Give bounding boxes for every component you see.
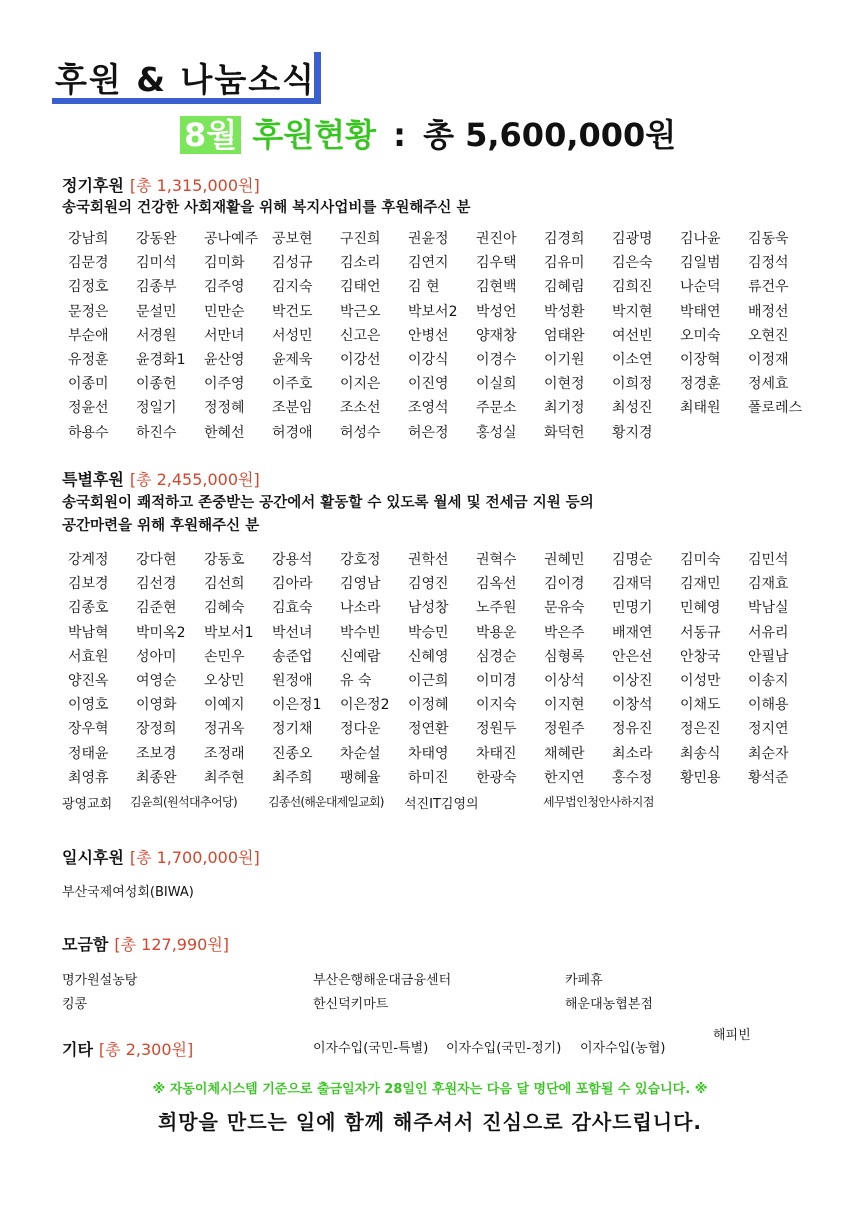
special-section-title <box>62 467 260 490</box>
special-donor-name: 김재효 <box>748 576 789 593</box>
regular-donor-name: 김현백 <box>476 279 517 296</box>
special-donor-name: 이영화 <box>136 697 177 714</box>
special-donor-name: 차순설 <box>340 745 381 762</box>
special-donor-name: 정태윤 <box>68 745 109 762</box>
regular-donor-name: 오현진 <box>748 327 789 344</box>
special-donor-name: 장정희 <box>136 721 177 738</box>
regular-donor-name: 김나윤 <box>680 231 721 247</box>
special-donor-name: 김혜숙 <box>204 600 245 617</box>
regular-donor-name: 문정은 <box>68 303 109 320</box>
special-donor-name: 심경순 <box>476 648 517 665</box>
special-donor-name: 김선경 <box>136 576 177 593</box>
regular-donor-name: 최성진 <box>612 400 653 417</box>
special-donor-name: 박보서1 <box>204 624 254 641</box>
regular-donor-name: 김희진 <box>612 279 653 296</box>
regular-donor-name: 하용수 <box>68 424 109 441</box>
special-donor-name: 노주원 <box>476 600 517 617</box>
special-donor-name: 김종호 <box>68 600 109 617</box>
regular-donor-name: 이지은 <box>340 376 381 393</box>
regular-donor-name: 정정혜 <box>204 400 245 417</box>
regular-donor-name: 김문경 <box>68 255 109 272</box>
fundraising-section-title <box>62 932 229 955</box>
regular-title: 정기후원 <box>62 176 124 195</box>
regular-donor-name: 박지현 <box>612 303 653 320</box>
special-donor-name: 차태진 <box>476 745 517 762</box>
regular-donor-name: 나순덕 <box>680 279 721 296</box>
regular-donor-name: 한혜선 <box>204 424 245 441</box>
special-donor-name: 이창석 <box>612 697 653 714</box>
regular-donor-name: 화덕헌 <box>544 424 585 441</box>
regular-donor-name: 김일범 <box>680 255 721 272</box>
regular-donor-name: 박건도 <box>272 303 313 320</box>
regular-donor-name: 권윤정 <box>408 231 449 247</box>
special-org-2: 김윤희(원석대추어당) <box>130 795 238 809</box>
regular-donor-name: 최기정 <box>544 400 585 417</box>
special-donor-name: 배재연 <box>612 624 653 641</box>
special-donor-name: 김재덕 <box>612 576 653 593</box>
regular-donor-name: 이소연 <box>612 351 653 368</box>
regular-donor-name: 여선빈 <box>612 327 653 344</box>
special-donor-name: 박수빈 <box>340 624 381 641</box>
special-donor-name: 이해용 <box>748 697 789 714</box>
fundraising-place-4: 킹콩 <box>62 997 88 1012</box>
other-item-3: 이자수입(농협) <box>580 1041 666 1056</box>
regular-donor-name: 문설민 <box>136 303 177 320</box>
regular-donor-name: 이경수 <box>476 351 517 368</box>
regular-donor-name: 이기원 <box>544 351 585 368</box>
special-donor-name: 이상진 <box>612 672 653 689</box>
regular-donor-name: 김종부 <box>136 279 177 296</box>
regular-donor-name: 윤제욱 <box>272 351 313 368</box>
special-donor-name: 송준업 <box>272 648 313 665</box>
special-donor-name: 권학선 <box>408 552 449 568</box>
special-donor-name: 이은정2 <box>340 697 390 714</box>
special-donor-name: 심형록 <box>544 648 585 665</box>
other-amount: [총 2,300원] <box>98 1040 194 1059</box>
special-donor-name: 최송식 <box>680 745 721 762</box>
regular-donor-name: 강남희 <box>68 231 109 247</box>
special-donor-name: 김재민 <box>680 576 721 593</box>
temporary-title: 일시후원 <box>62 848 124 867</box>
regular-donor-name: 주문소 <box>476 400 517 417</box>
special-donor-name: 홍수정 <box>612 769 653 786</box>
special-donor-name: 황민용 <box>680 769 721 786</box>
special-donor-name: 김영남 <box>340 576 381 593</box>
special-donor-name: 정은진 <box>680 721 721 738</box>
special-amount: [총 2,455,000원] <box>129 470 260 489</box>
special-donor-name: 조보경 <box>136 745 177 762</box>
regular-donor-name: 김경희 <box>544 231 585 247</box>
special-donor-name: 장우혁 <box>68 721 109 738</box>
special-donor-name: 이송지 <box>748 672 789 689</box>
regular-donor-name: 정윤선 <box>68 400 109 417</box>
special-donor-name: 박남혁 <box>68 624 109 641</box>
other-title: 기타 <box>62 1040 93 1059</box>
special-donor-name: 이성만 <box>680 672 721 689</box>
special-donor-name: 강동호 <box>204 552 245 568</box>
special-donor-name: 최주희 <box>272 769 313 786</box>
special-donor-name: 박승민 <box>408 624 449 641</box>
special-donor-name: 김선희 <box>204 576 245 593</box>
special-donor-name: 하미진 <box>408 769 449 786</box>
special-donor-name: 박은주 <box>544 624 585 641</box>
special-donor-name: 정귀옥 <box>204 721 245 738</box>
auto-transfer-notice: ※ 자동이체시스템 기준으로 출금일자가 28일인 후원자는 다음 달 명단에 포함될 수 있습니다. ※ <box>152 1082 708 1097</box>
regular-donor-name: 허성수 <box>340 424 381 441</box>
special-donor-name: 나소라 <box>340 600 381 617</box>
special-description-2: 공간마련을 위해 후원해주신 분 <box>62 518 260 534</box>
fundraising-place-3: 카페휴 <box>565 973 603 988</box>
special-donor-name: 권혜민 <box>544 552 585 568</box>
fundraising-place-2: 부산은행해운대금융센터 <box>313 973 452 988</box>
special-donor-name: 정원두 <box>476 721 517 738</box>
special-donor-name: 김민석 <box>748 552 789 568</box>
special-donor-name: 최종완 <box>136 769 177 786</box>
regular-donor-name: 홍성실 <box>476 424 517 441</box>
special-donor-name: 김명순 <box>612 552 653 568</box>
regular-donor-name: 김미석 <box>136 255 177 272</box>
temporary-section-title <box>62 845 260 868</box>
special-donor-name: 한지연 <box>544 769 585 786</box>
special-donor-name: 한광숙 <box>476 769 517 786</box>
special-donor-name: 원정애 <box>272 672 313 689</box>
regular-donor-name: 김은숙 <box>612 255 653 272</box>
other-item-1: 이자수입(국민-특별) <box>313 1041 429 1056</box>
regular-donor-name: 김지숙 <box>272 279 313 296</box>
special-donor-name: 정유진 <box>612 721 653 738</box>
special-org-3: 김종선(해운대제일교회) <box>268 795 384 809</box>
special-donor-name: 최순자 <box>748 745 789 762</box>
special-donor-name: 신예람 <box>340 648 381 665</box>
special-description-1: 송국회원이 쾌적하고 존중받는 공간에서 활동할 수 있도록 월세 및 전세금 지원 등의 <box>62 495 594 511</box>
regular-donor-name: 김유미 <box>544 255 585 272</box>
regular-donor-name: 유정훈 <box>68 351 109 368</box>
regular-donor-name: 안병선 <box>408 327 449 344</box>
special-donor-name: 김옥선 <box>476 576 517 593</box>
donation-headline <box>180 110 676 156</box>
special-donor-name: 이근희 <box>408 672 449 689</box>
special-donor-name: 이지숙 <box>476 697 517 714</box>
special-donor-name: 서효원 <box>68 648 109 665</box>
special-donor-name: 최소라 <box>612 745 653 762</box>
special-donor-name: 이정혜 <box>408 697 449 714</box>
regular-description: 송국회원의 건강한 사회재활을 위해 복지사업비를 후원해주신 분 <box>62 200 471 216</box>
fundraising-title: 모금함 <box>62 935 109 954</box>
special-donor-name: 최주현 <box>204 769 245 786</box>
special-org-1: 광영교회 <box>62 797 113 812</box>
regular-donor-name: 김주영 <box>204 279 245 296</box>
regular-donor-name: 조영석 <box>408 400 449 417</box>
special-donor-list <box>68 549 816 791</box>
regular-amount: [총 1,315,000원] <box>129 176 260 195</box>
special-donor-name: 서유리 <box>748 624 789 641</box>
regular-donor-name: 정일기 <box>136 400 177 417</box>
special-donor-name: 김미숙 <box>680 552 721 568</box>
regular-donor-name: 김우택 <box>476 255 517 272</box>
regular-donor-name: 김정석 <box>748 255 789 272</box>
regular-donor-name: 이희정 <box>612 376 653 393</box>
regular-donor-name: 이현정 <box>544 376 585 393</box>
other-extra: 해피빈 <box>713 1028 751 1043</box>
regular-donor-name: 윤경화1 <box>136 351 186 368</box>
fundraising-place-5: 한신덕키마트 <box>313 997 389 1012</box>
special-donor-name: 서동규 <box>680 624 721 641</box>
regular-donor-name: 이진영 <box>408 376 449 393</box>
regular-donor-name: 박보서2 <box>408 303 458 320</box>
regular-donor-name: 엄태완 <box>544 327 585 344</box>
special-donor-name: 오상민 <box>204 672 245 689</box>
special-donor-name: 김이경 <box>544 576 585 593</box>
regular-donor-name: 허은정 <box>408 424 449 441</box>
special-donor-name: 조정래 <box>204 745 245 762</box>
other-item-2: 이자수입(국민-정기) <box>446 1041 562 1056</box>
headline-month: 8월 <box>180 116 241 154</box>
regular-donor-name: 조분임 <box>272 400 313 417</box>
special-donor-name: 민혜영 <box>680 600 721 617</box>
regular-donor-name: 이장혁 <box>680 351 721 368</box>
special-donor-name: 신혜영 <box>408 648 449 665</box>
regular-donor-name: 양재창 <box>476 327 517 344</box>
headline-label: 후원현황 <box>252 116 376 154</box>
regular-donor-name: 박성언 <box>476 303 517 320</box>
fundraising-place-6: 해운대농협본점 <box>565 997 653 1012</box>
regular-donor-name: 정경훈 <box>680 376 721 393</box>
regular-donor-name: 김광명 <box>612 231 653 247</box>
regular-donor-name: 박근오 <box>340 303 381 320</box>
regular-donor-name: 서만녀 <box>204 327 245 344</box>
regular-donor-name: 공보현 <box>272 231 313 247</box>
regular-donor-name: 조소선 <box>340 400 381 417</box>
regular-donor-name: 최태원 <box>680 400 721 417</box>
special-donor-name: 최영휴 <box>68 769 109 786</box>
regular-donor-name: 서성민 <box>272 327 313 344</box>
special-donor-name: 이영호 <box>68 697 109 714</box>
special-donor-name: 유 숙 <box>340 672 372 689</box>
regular-donor-name: 구진희 <box>340 231 381 247</box>
fundraising-place-1: 명가원설농탕 <box>62 973 138 988</box>
regular-donor-name: 민만순 <box>204 303 245 320</box>
special-donor-name: 양진옥 <box>68 672 109 689</box>
regular-donor-name: 김성규 <box>272 255 313 272</box>
special-donor-name: 안은선 <box>612 648 653 665</box>
regular-donor-name: 강동완 <box>136 231 177 247</box>
special-donor-name: 정기채 <box>272 721 313 738</box>
regular-donor-name: 이종미 <box>68 376 109 393</box>
special-donor-name: 정원주 <box>544 721 585 738</box>
special-org-5: 세무법인청안사하지점 <box>543 795 654 809</box>
regular-donor-name: 폴로레스 <box>748 400 803 417</box>
special-donor-name: 정다운 <box>340 721 381 738</box>
special-donor-name: 김준현 <box>136 600 177 617</box>
regular-donor-name: 이주호 <box>272 376 313 393</box>
temporary-donor: 부산국제여성회(BIWA) <box>62 885 194 900</box>
special-donor-name: 정연환 <box>408 721 449 738</box>
regular-donor-name: 김정호 <box>68 279 109 296</box>
special-donor-name: 남성창 <box>408 600 449 617</box>
page-title: 후원 & 나눔소식 <box>55 60 317 99</box>
regular-donor-name: 김 현 <box>408 279 440 296</box>
regular-donor-name: 정세효 <box>748 376 789 393</box>
headline-total: 총 5,600,000원 <box>423 116 677 154</box>
special-donor-name: 이예지 <box>204 697 245 714</box>
special-donor-name: 팽혜율 <box>340 769 381 786</box>
regular-donor-name: 부순애 <box>68 327 109 344</box>
regular-donor-list <box>68 228 816 446</box>
special-donor-name: 박미옥2 <box>136 624 186 641</box>
special-donor-name: 강계정 <box>68 552 109 568</box>
special-donor-name: 진종오 <box>272 745 313 762</box>
special-donor-name: 안창국 <box>680 648 721 665</box>
special-donor-name: 박남실 <box>748 600 789 617</box>
special-donor-name: 이상석 <box>544 672 585 689</box>
closing-message: 희망을 만드는 일에 함께 해주셔서 진심으로 감사드립니다. <box>157 1110 703 1134</box>
special-donor-name: 황석준 <box>748 769 789 786</box>
regular-donor-name: 이실희 <box>476 376 517 393</box>
regular-donor-name: 김미화 <box>204 255 245 272</box>
special-title: 특별후원 <box>62 470 124 489</box>
special-org-4: 석진IT김영의 <box>404 797 479 812</box>
regular-donor-name: 김동욱 <box>748 231 789 247</box>
special-donor-name: 성아미 <box>136 648 177 665</box>
special-donor-name: 강호정 <box>340 552 381 568</box>
regular-donor-name: 서경원 <box>136 327 177 344</box>
regular-donor-name: 권진아 <box>476 231 517 247</box>
other-section-title <box>62 1037 193 1060</box>
regular-donor-name: 박태연 <box>680 303 721 320</box>
regular-donor-name: 김소리 <box>340 255 381 272</box>
regular-donor-name: 황지경 <box>612 424 653 441</box>
special-donor-name: 이채도 <box>680 697 721 714</box>
special-donor-name: 안필남 <box>748 648 789 665</box>
regular-section-title <box>62 173 260 196</box>
special-donor-name: 박용운 <box>476 624 517 641</box>
special-donor-name: 김영진 <box>408 576 449 593</box>
regular-donor-name: 이강식 <box>408 351 449 368</box>
special-donor-name: 이미경 <box>476 672 517 689</box>
regular-donor-name: 이강선 <box>340 351 381 368</box>
fundraising-amount: [총 127,990원] <box>114 935 230 954</box>
special-donor-name: 이은정1 <box>272 697 322 714</box>
regular-donor-name: 이주영 <box>204 376 245 393</box>
special-donor-name: 김아라 <box>272 576 313 593</box>
regular-donor-name: 이종헌 <box>136 376 177 393</box>
special-donor-name: 차태영 <box>408 745 449 762</box>
special-donor-name: 박선녀 <box>272 624 313 641</box>
special-donor-name: 채혜란 <box>544 745 585 762</box>
regular-donor-name: 박성환 <box>544 303 585 320</box>
regular-donor-name: 윤산영 <box>204 351 245 368</box>
regular-donor-name: 배정선 <box>748 303 789 320</box>
regular-donor-name: 김태언 <box>340 279 381 296</box>
regular-donor-name: 신고은 <box>340 327 381 344</box>
special-donor-name: 여영순 <box>136 672 177 689</box>
temporary-amount: [총 1,700,000원] <box>129 848 260 867</box>
headline-colon: : <box>393 116 406 154</box>
regular-donor-name: 하진수 <box>136 424 177 441</box>
regular-donor-name: 공나예주 <box>204 231 259 247</box>
regular-donor-name: 오미숙 <box>680 327 721 344</box>
special-donor-name: 민명기 <box>612 600 653 617</box>
special-donor-name: 이지현 <box>544 697 585 714</box>
special-donor-name: 강다현 <box>136 552 177 568</box>
regular-donor-name: 김혜림 <box>544 279 585 296</box>
special-donor-name: 김효숙 <box>272 600 313 617</box>
regular-donor-name: 류건우 <box>748 279 789 296</box>
special-donor-name: 정지연 <box>748 721 789 738</box>
special-donor-name: 문유숙 <box>544 600 585 617</box>
regular-donor-name: 김연지 <box>408 255 449 272</box>
regular-donor-name: 이정재 <box>748 351 789 368</box>
special-donor-name: 김보경 <box>68 576 109 593</box>
special-donor-name: 손민우 <box>204 648 245 665</box>
special-donor-name: 강용석 <box>272 552 313 568</box>
regular-donor-name: 허경애 <box>272 424 313 441</box>
special-donor-name: 권혁수 <box>476 552 517 568</box>
